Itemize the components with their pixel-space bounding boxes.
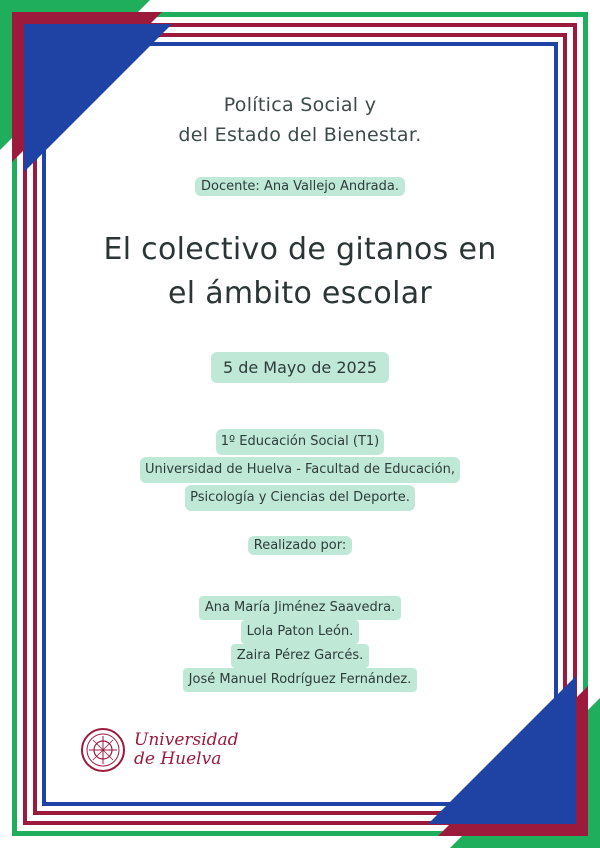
course-info <box>0 428 600 512</box>
university-seal-icon <box>80 727 126 773</box>
course-line-2: Universidad de Huelva - Facultad de Educación, <box>140 457 460 483</box>
date-label <box>0 352 600 383</box>
subject-line-1: Política Social y <box>223 94 377 116</box>
university-wordmark <box>134 731 239 769</box>
subject-title <box>0 90 600 150</box>
author-name: José Manuel Rodríguez Fernández. <box>183 668 418 692</box>
made-by-text: Realizado por: <box>248 536 352 555</box>
date-value: 5 de Mayo de 2025 <box>211 352 389 383</box>
teacher-name: Docente: Ana Vallejo Andrada. <box>195 177 405 196</box>
document-title <box>0 228 600 316</box>
author-name: Zaira Pérez Garcés. <box>231 644 369 668</box>
teacher-label <box>0 177 600 196</box>
course-line-3: Psicología y Ciencias del Deporte. <box>185 485 415 511</box>
title-line-1: El colectivo de gitanos en <box>103 232 497 267</box>
logo-line-2: de Huelva <box>134 749 222 769</box>
logo-line-1: Universidad <box>134 730 239 750</box>
subject-line-2: del Estado del Bienestar. <box>178 124 422 146</box>
course-line-1: 1º Educación Social (T1) <box>216 429 384 455</box>
title-line-2: el ámbito escolar <box>167 276 433 311</box>
made-by-label <box>0 536 600 555</box>
author-name: Ana María Jiménez Saavedra. <box>199 596 401 620</box>
university-logo <box>80 727 239 773</box>
author-name: Lola Paton León. <box>241 620 360 644</box>
authors-list <box>0 596 600 692</box>
